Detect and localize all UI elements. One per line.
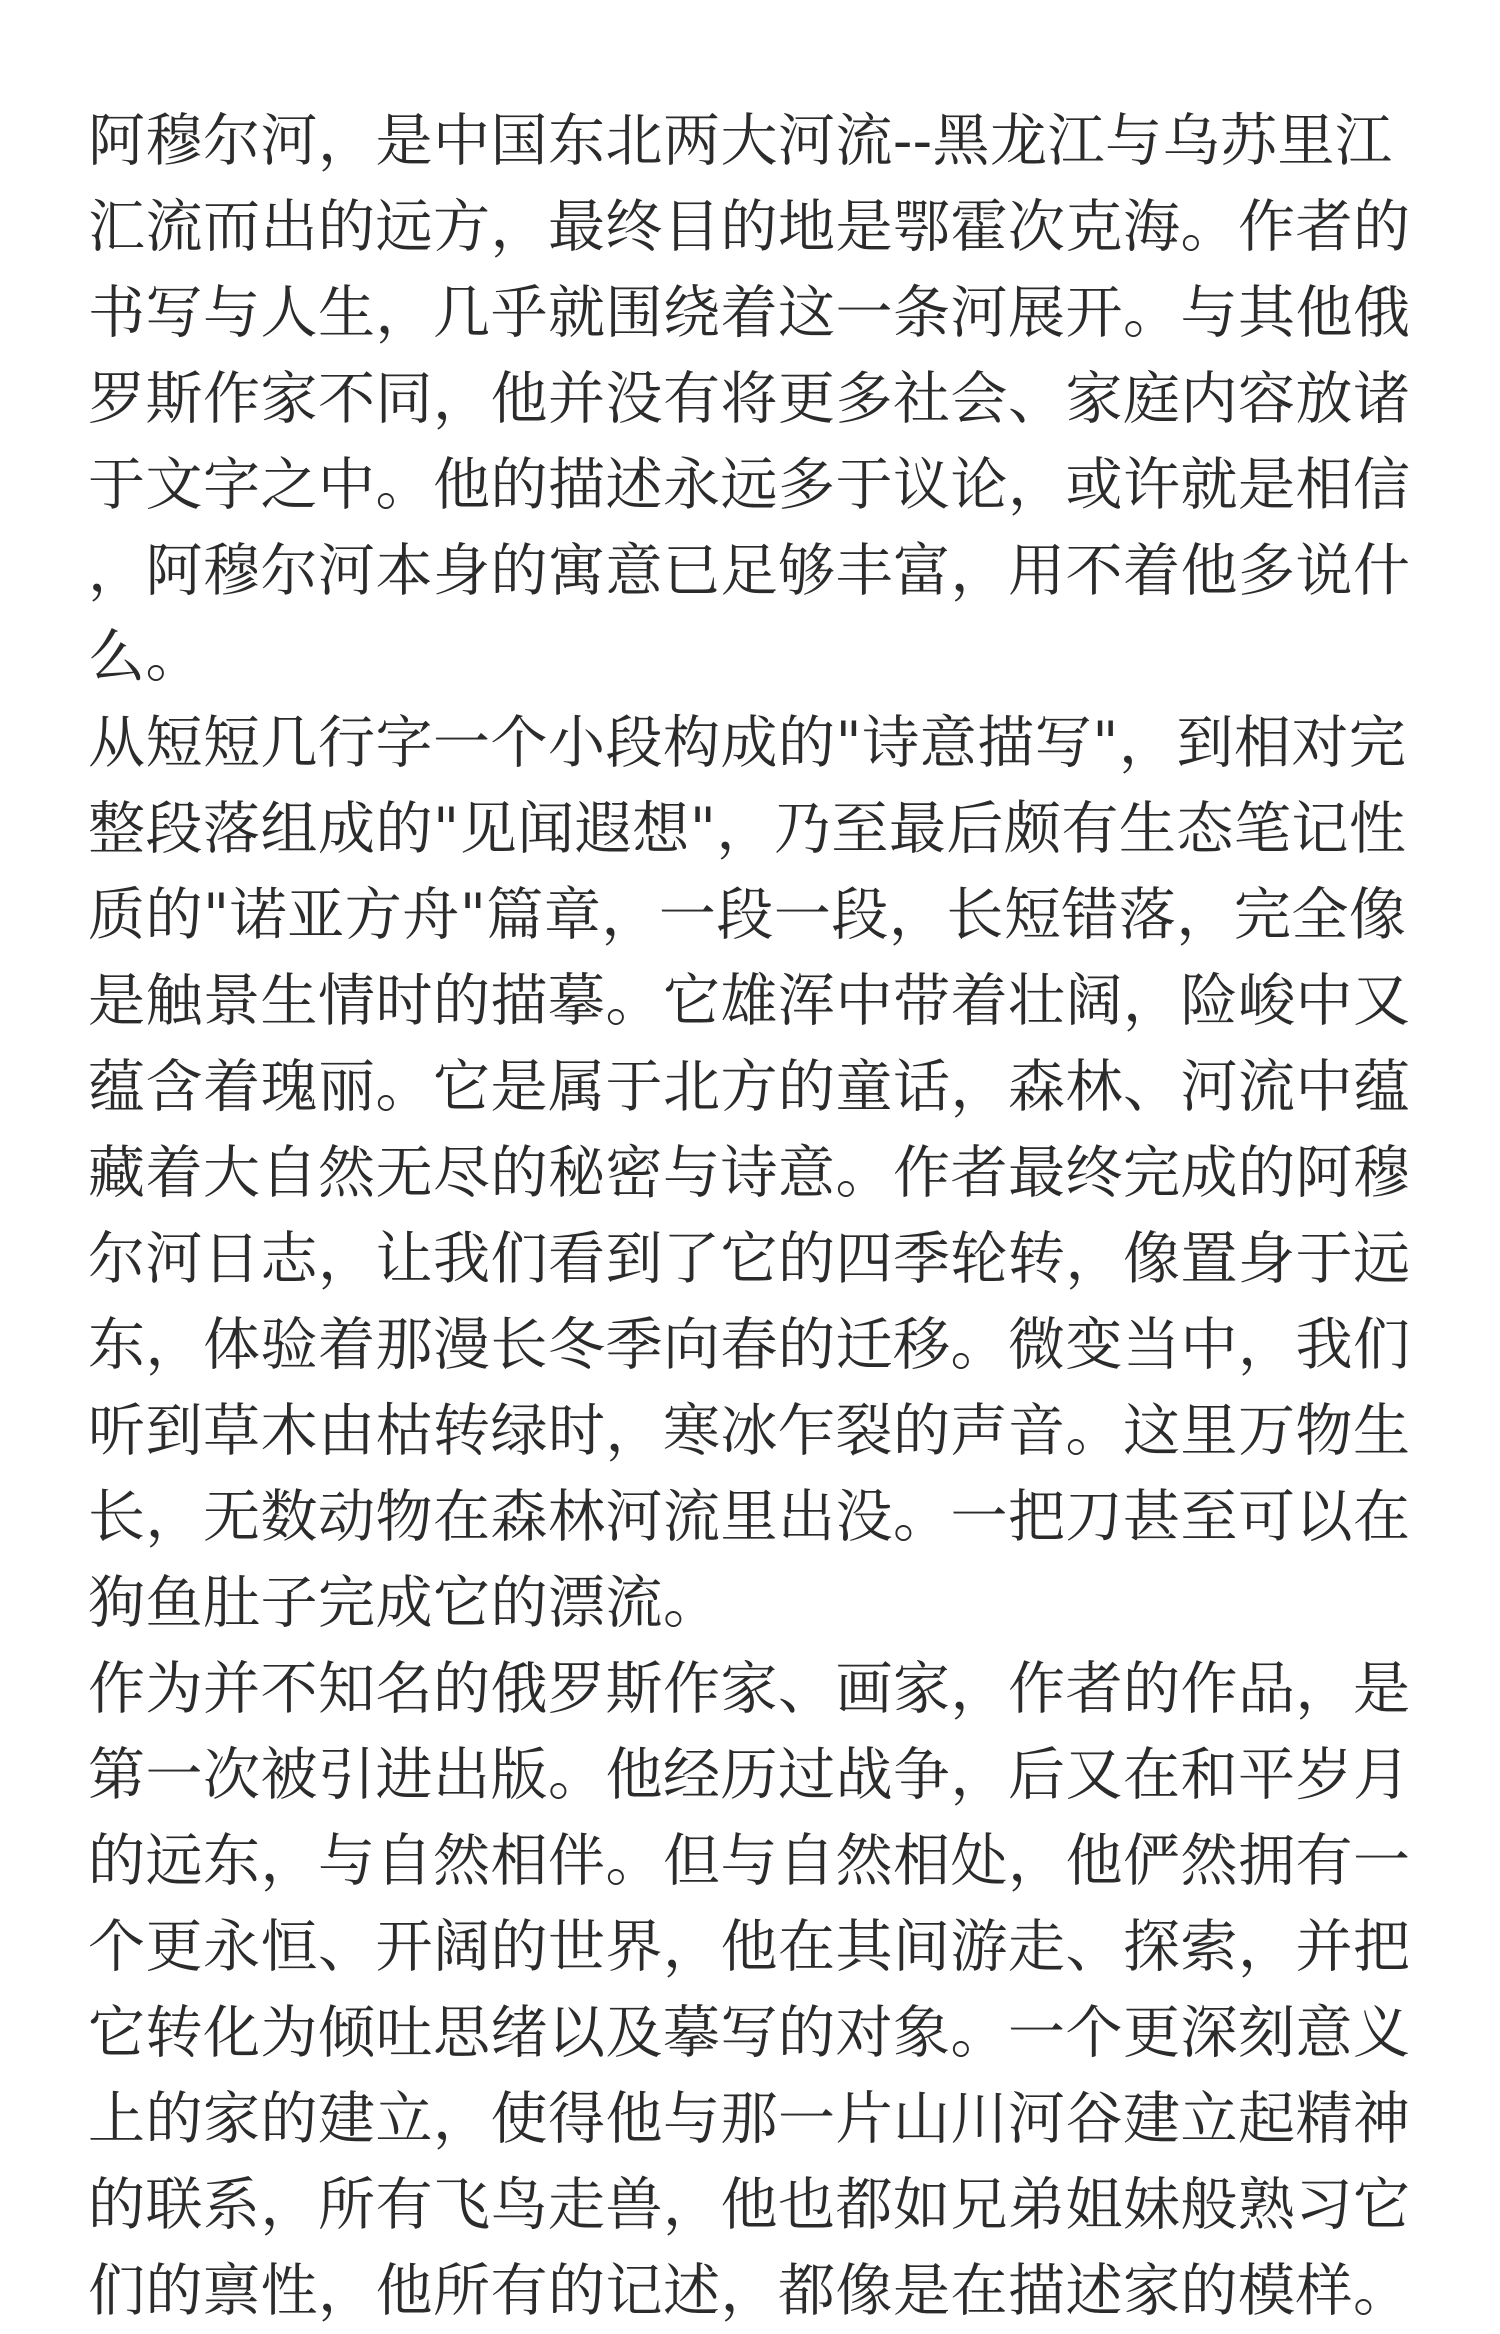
text-line: 是触景生情时的描摹。它雄浑中带着壮阔，险峻中又 (88, 968, 1411, 1034)
text-line: 书写与人生，几乎就围绕着这一条河展开。与其他俄 (88, 280, 1411, 346)
paragraph-2 (88, 700, 1420, 1646)
paragraph-1 (88, 98, 1420, 700)
reading-area[interactable] (88, 98, 1420, 2334)
text-line: 藏着大自然无尽的秘密与诗意。作者最终完成的阿穆 (88, 1140, 1411, 1206)
text-line: 于文字之中。他的描述永远多于议论，或许就是相信 (88, 452, 1411, 518)
text-line: 狗鱼肚子完成它的漂流。 (88, 1570, 721, 1636)
text-line: 么。 (88, 624, 203, 690)
text-line: 们的禀性，他所有的记述，都像是在描述家的模样。 (88, 2258, 1411, 2324)
text-line: 作为并不知名的俄罗斯作家、画家，作者的作品，是 (88, 1656, 1411, 1722)
paragraph-3 (88, 1646, 1420, 2334)
text-line: 罗斯作家不同，他并没有将更多社会、家庭内容放诸 (88, 366, 1411, 432)
text-line: 汇流而出的远方，最终目的地是鄂霍次克海。作者的 (88, 194, 1411, 260)
text-line: 个更永恒、开阔的世界，他在其间游走、探索，并把 (88, 1914, 1411, 1980)
text-line: 整段落组成的"见闻遐想"，乃至最后颇有生态笔记性 (88, 796, 1407, 862)
text-line: 听到草木由枯转绿时，寒冰乍裂的声音。这里万物生 (88, 1398, 1411, 1464)
text-line: 的远东，与自然相伴。但与自然相处，他俨然拥有一 (88, 1828, 1411, 1894)
text-line: 尔河日志，让我们看到了它的四季轮转，像置身于远 (88, 1226, 1411, 1292)
text-line: ，阿穆尔河本身的寓意已足够丰富，用不着他多说什 (88, 538, 1411, 604)
text-line: 第一次被引进出版。他经历过战争，后又在和平岁月 (88, 1742, 1411, 1808)
text-line: 长，无数动物在森林河流里出没。一把刀甚至可以在 (88, 1484, 1411, 1550)
text-line: 它转化为倾吐思绪以及摹写的对象。一个更深刻意义 (88, 2000, 1411, 2066)
text-line: 蕴含着瑰丽。它是属于北方的童话，森林、河流中蕴 (88, 1054, 1411, 1120)
text-line: 的联系，所有飞鸟走兽，他也都如兄弟姐妹般熟习它 (88, 2172, 1411, 2238)
text-line: 从短短几行字一个小段构成的"诗意描写"，到相对完 (88, 710, 1407, 776)
text-line: 东，体验着那漫长冬季向春的迁移。微变当中，我们 (88, 1312, 1411, 1378)
text-line: 阿穆尔河，是中国东北两大河流--黑龙江与乌苏里江 (88, 108, 1393, 174)
text-line: 质的"诺亚方舟"篇章，一段一段，长短错落，完全像 (88, 882, 1407, 948)
text-line: 上的家的建立，使得他与那一片山川河谷建立起精神 (88, 2086, 1411, 2152)
